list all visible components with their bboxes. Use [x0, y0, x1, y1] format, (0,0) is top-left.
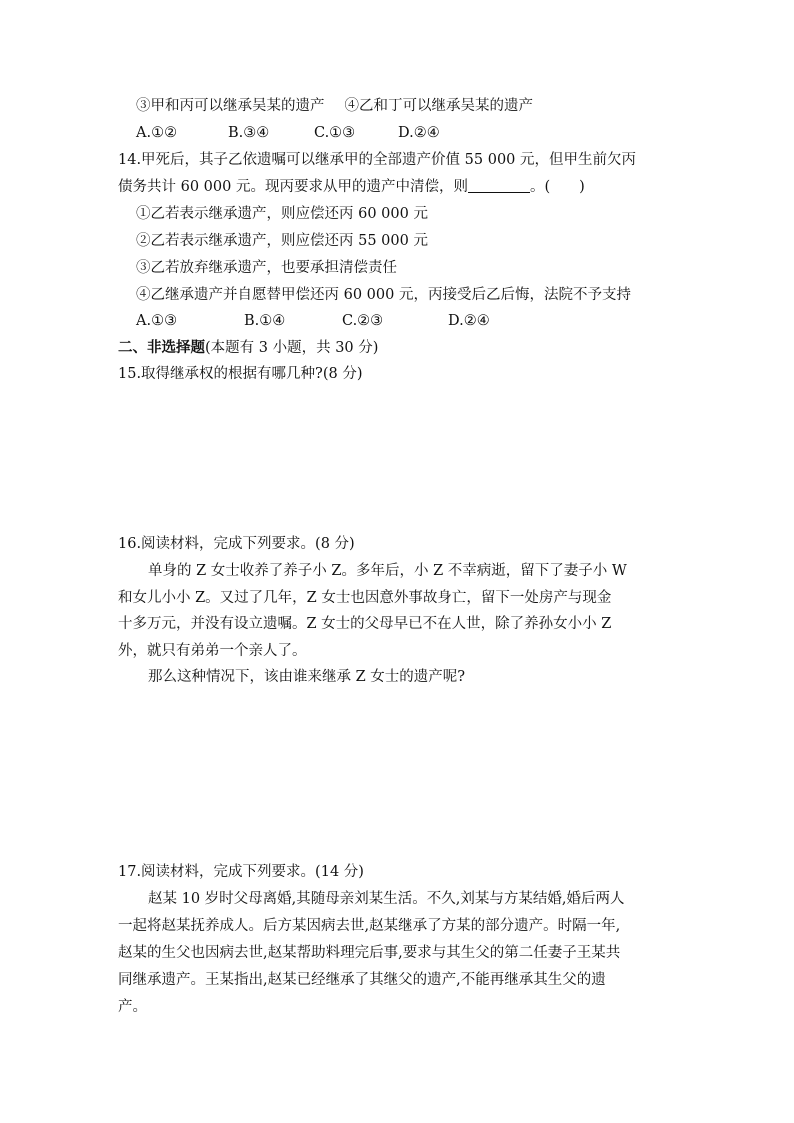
q14-item-3: ③乙若放弃继承遗产，也要承担清偿责任	[136, 260, 397, 276]
q14-stem-line-2	[118, 177, 585, 197]
q14-option-c: C.②③	[342, 313, 384, 329]
q13-option-b: B.③④	[228, 125, 270, 141]
q14-item-4: ④乙继承遗产并自愿替甲偿还丙 60 000 元，丙接受后乙后悔，法院不予支持	[136, 287, 631, 303]
section-note: (本题有 3 小题，共 30 分)	[205, 340, 379, 356]
q14-option-b: B.①④	[244, 313, 286, 329]
q14-option-d: D.②④	[448, 313, 490, 329]
q13-option-c: C.①③	[314, 125, 356, 141]
q17-line-4: 同继承遗产。王某指出,赵某已经继承了其继父的遗产,不能再继承其生父的遗	[118, 972, 606, 988]
q16-paragraph-1-line-2: 和女儿小小 Z。又过了几年，Z 女士也因意外事故身亡，留下一处房产与现金	[118, 590, 612, 606]
q14-stem-line-1: 14.甲死后，其子乙依遗嘱可以继承甲的全部遗产价值 55 000 元，但甲生前欠丙	[118, 152, 637, 168]
q16-paragraph-1-line-3: 十多万元，并没有设立遗嘱。Z 女士的父母早已不在人世，除了养孙女小小 Z	[118, 616, 612, 632]
q14-stem-text: 债务共计 60 000 元。现丙要求从甲的遗产中清偿，则	[118, 179, 468, 195]
q17-line-5: 产。	[118, 999, 147, 1015]
q17-title: 17.阅读材料，完成下列要求。(14 分)	[118, 864, 364, 880]
section-heading	[118, 338, 378, 358]
q14-option-a: A.①③	[136, 313, 178, 329]
q13-option-d: D.②④	[398, 125, 440, 141]
q17-line-3: 赵某的生父也因病去世,赵某帮助料理完后事,要求与其生父的第二任妻子王某共	[118, 945, 621, 961]
section-title: 二、非选择题	[118, 339, 205, 356]
q16-paragraph-1-line-1: 单身的 Z 女士收养了养子小 Z。多年后，小 Z 不幸病逝，留下了妻子小 W	[148, 563, 627, 579]
q13-item-4: ④乙和丁可以继承吴某的遗产	[344, 98, 533, 114]
q13-item-3: ③甲和丙可以继承吴某的遗产	[136, 98, 325, 114]
q16-paragraph-1-line-4: 外，就只有弟弟一个亲人了。	[118, 643, 307, 659]
q14-options	[136, 311, 490, 331]
q17-line-2: 一起将赵某抚养成人。后方某因病去世,赵某继承了方某的部分遗产。时隔一年,	[118, 918, 621, 934]
q13-options	[136, 123, 440, 143]
q14-item-1: ①乙若表示继承遗产，则应偿还丙 60 000 元	[136, 206, 428, 222]
q13-item-3-and-4	[136, 96, 533, 116]
q14-item-2: ②乙若表示继承遗产，则应偿还丙 55 000 元	[136, 233, 428, 249]
answer-blank	[468, 178, 530, 193]
q16-title: 16.阅读材料，完成下列要求。(8 分)	[118, 536, 355, 552]
q15-question: 15.取得继承权的根据有哪几种?(8 分)	[118, 366, 363, 382]
q13-option-a: A.①②	[136, 125, 178, 141]
q17-line-1: 赵某 10 岁时父母离婚,其随母亲刘某生活。不久,刘某与方某结婚,婚后两人	[148, 891, 625, 907]
q14-stem-paren: 。( )	[529, 179, 585, 195]
q16-paragraph-2: 那么这种情况下，该由谁来继承 Z 女士的遗产呢?	[148, 669, 466, 685]
